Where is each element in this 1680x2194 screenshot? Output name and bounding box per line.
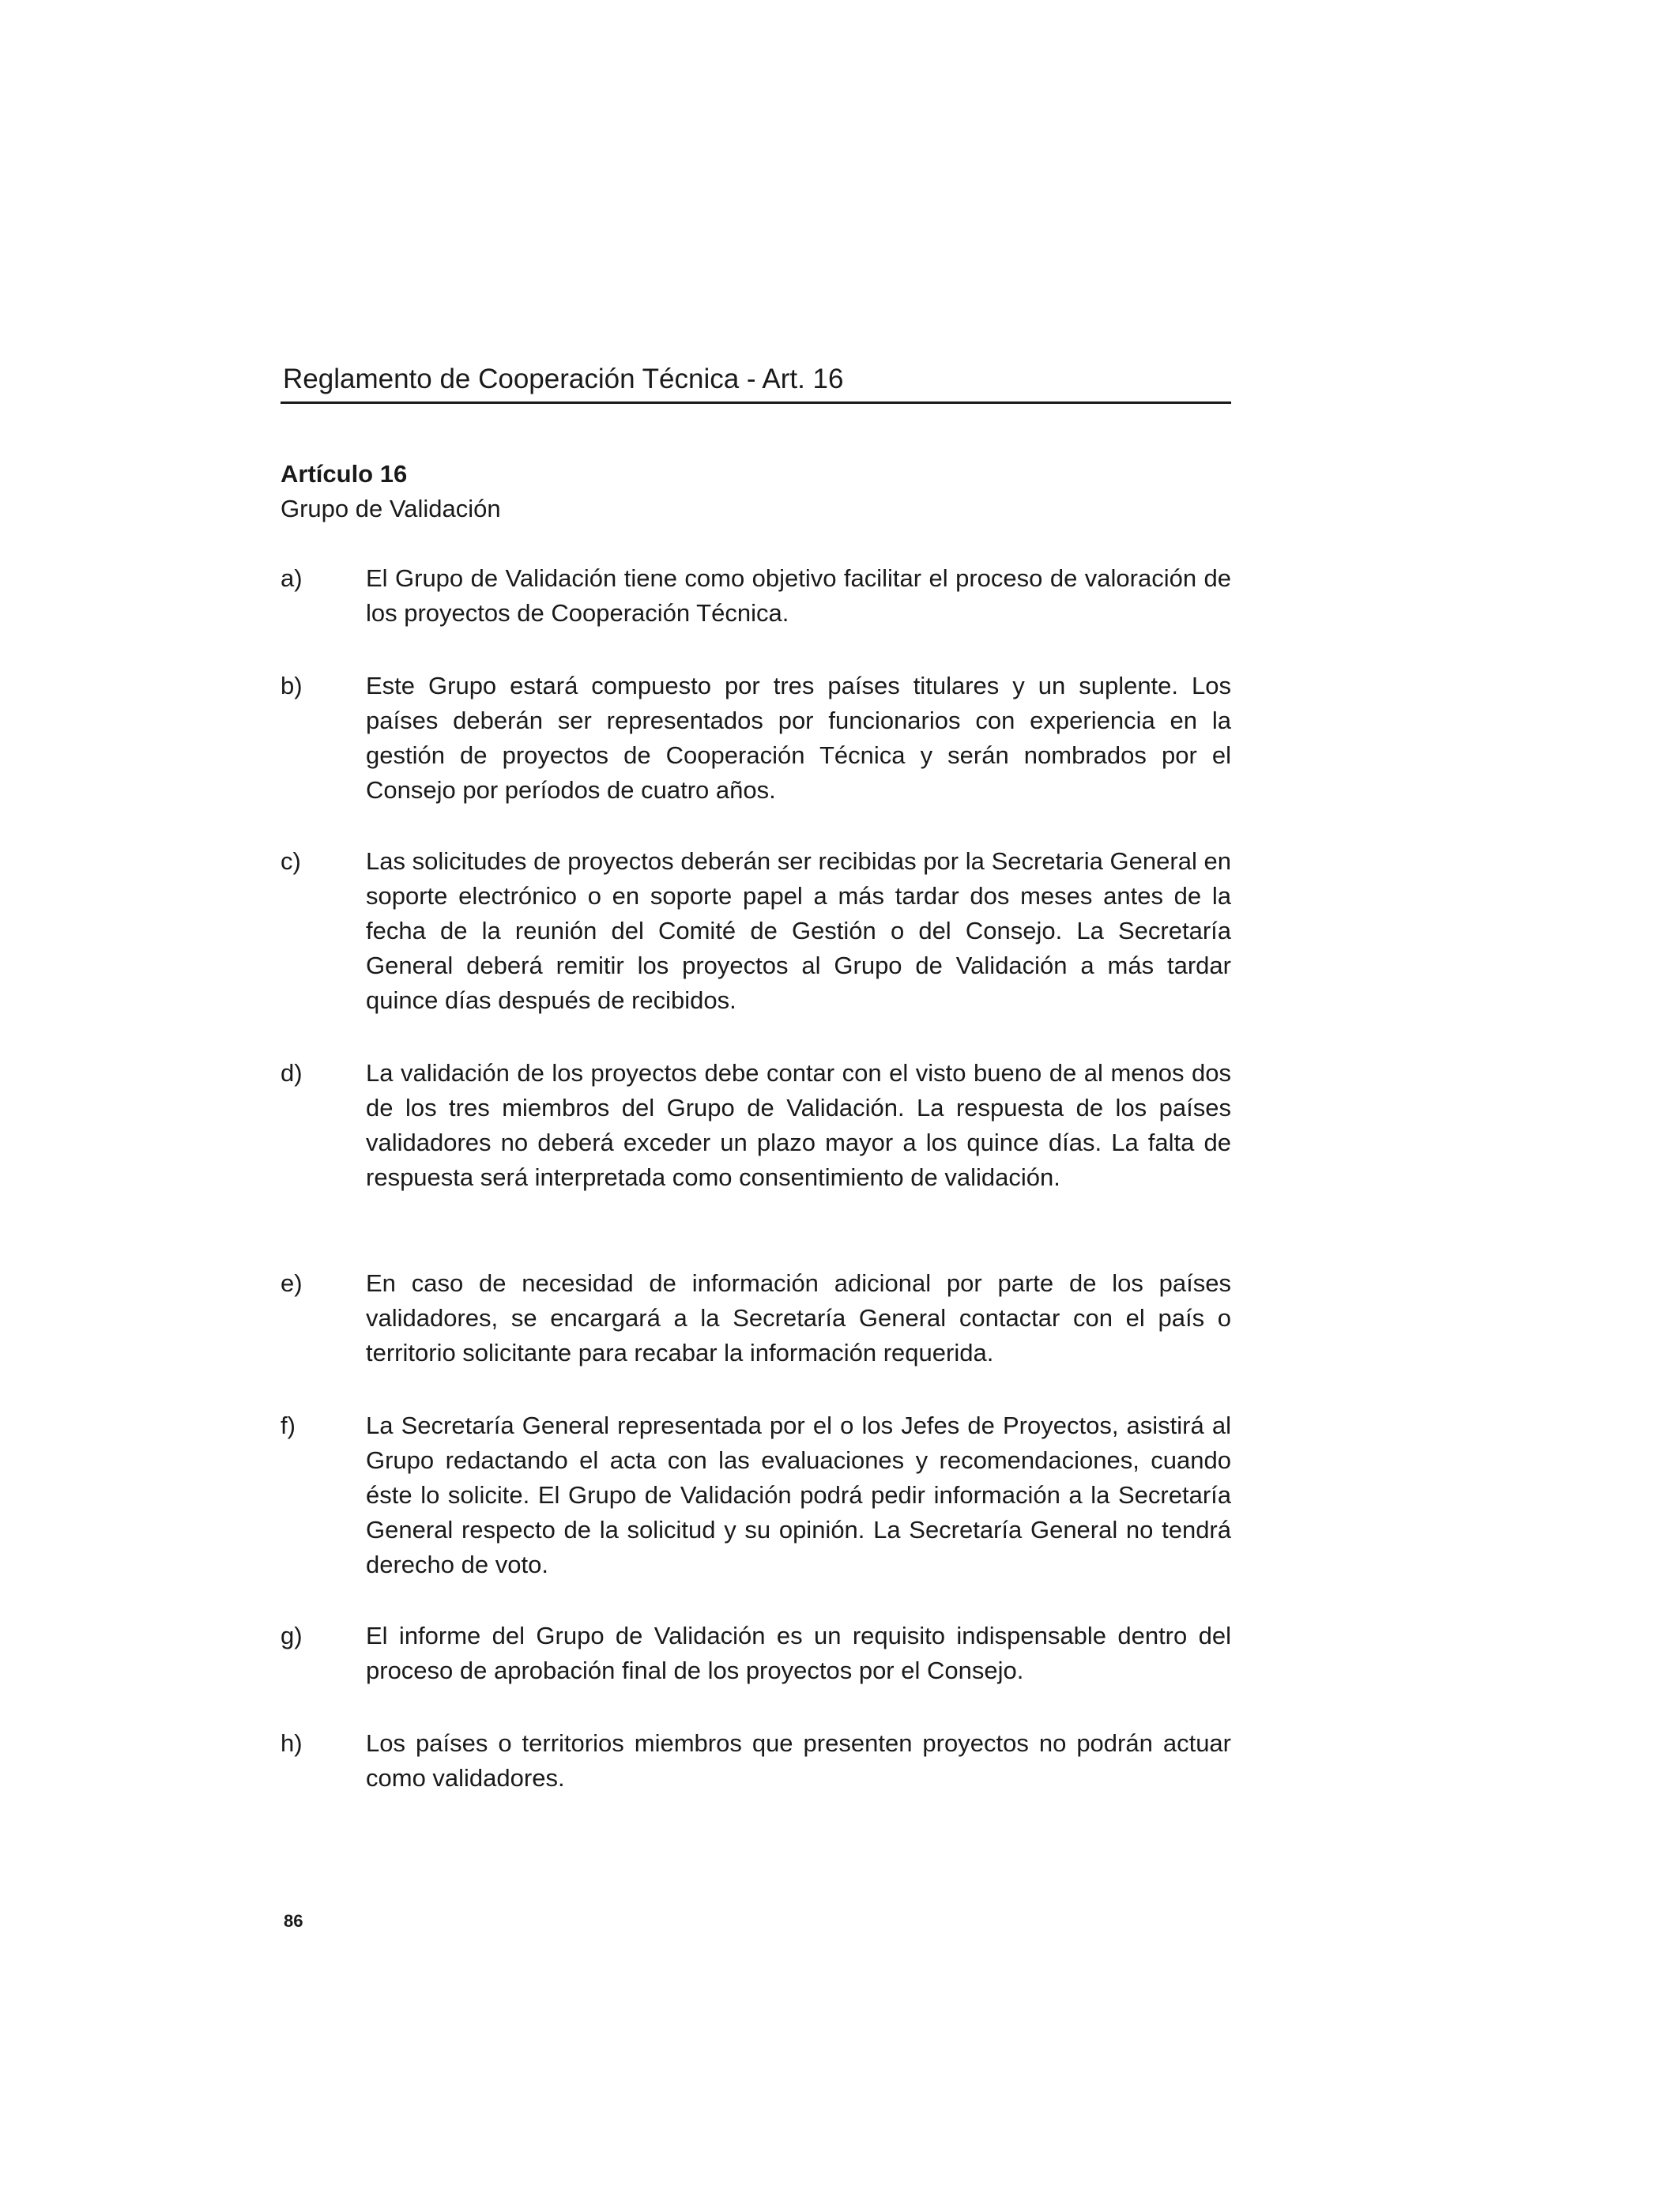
- clause-letter: e): [281, 1269, 303, 1297]
- clause-text: La validación de los proyectos debe contar con el visto bueno de al menos dos de los tres miembros del Grupo de Validación. La respuesta de los países validadores no deberá exceder un plazo mayor a los quince días. La falta de respuesta será interpretada como consentimiento de validación.: [366, 1059, 1231, 1191]
- clause-letter: c): [281, 847, 301, 875]
- clause-text: En caso de necesidad de información adicional por parte de los países validadores, se encargará a la Secretaría General contactar con el país o territorio solicitante para recabar la información requerida.: [366, 1269, 1231, 1367]
- clause-text: Este Grupo estará compuesto por tres países titulares y un suplente. Los países deberán ser representados por funcionarios con experiencia en la gestión de proyectos de Cooperación Técnica y serán nombrados por el Consejo por períodos de cuatro años.: [366, 672, 1231, 804]
- clause-letter: d): [281, 1059, 303, 1087]
- clause-letter: a): [281, 564, 303, 592]
- page-number: 86: [284, 1911, 303, 1931]
- clause-letter: h): [281, 1729, 303, 1757]
- clause-text: El informe del Grupo de Validación es un requisito indispensable dentro del proceso de aprobación final de los proyectos por el Consejo.: [366, 1622, 1231, 1684]
- clause-letter: b): [281, 672, 303, 699]
- header-rule: [281, 401, 1231, 404]
- article-title: Grupo de Validación: [281, 495, 501, 522]
- clause-letter: g): [281, 1622, 303, 1649]
- clause-letter: f): [281, 1412, 296, 1439]
- clause-text: Los países o territorios miembros que presenten proyectos no podrán actuar como validadores.: [366, 1729, 1231, 1792]
- article-number: Artículo 16: [281, 460, 408, 488]
- running-header: Reglamento de Cooperación Técnica - Art. 16: [283, 364, 844, 394]
- clause-text: La Secretaría General representada por el o los Jefes de Proyectos, asistirá al Grupo redactando el acta con las evaluaciones y recomendaciones, cuando éste lo solicite. El Grupo de Validación podrá pedir información a la Secretaría General respecto de la solicitud y su opinión. La Secretaría General no tendrá derecho de voto.: [366, 1412, 1231, 1578]
- clause-text: Las solicitudes de proyectos deberán ser recibidas por la Secretaria General en soporte electrónico o en soporte papel a más tardar dos meses antes de la fecha de la reunión del Comité de Gestión o del Consejo. La Secretaría General deberá remitir los proyectos al Grupo de Validación a más tardar quince días después de recibidos.: [366, 847, 1231, 1014]
- clause-text: El Grupo de Validación tiene como objetivo facilitar el proceso de valoración de los proyectos de Cooperación Técnica.: [366, 564, 1231, 627]
